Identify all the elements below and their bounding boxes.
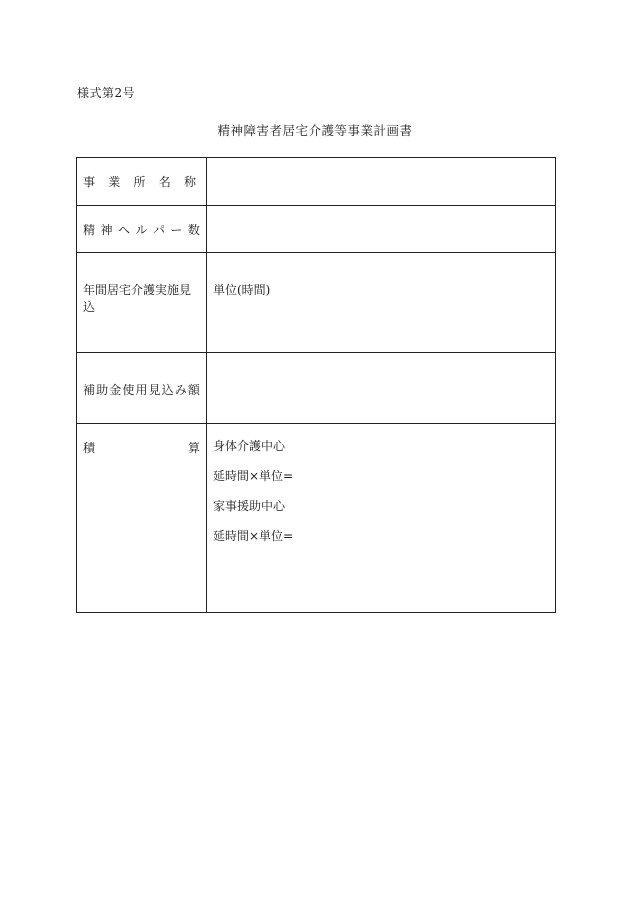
label-office-name [77, 158, 207, 206]
row-office-name [77, 158, 556, 206]
value-helper-count[interactable] [207, 206, 556, 253]
label-char: ル [135, 222, 148, 237]
label-char: ヘ [117, 222, 130, 237]
label-char: パ [152, 222, 165, 237]
value-annual-estimate[interactable]: 単位(時間) [207, 253, 556, 353]
label-char: ー [170, 222, 183, 237]
label-estimate [77, 424, 207, 613]
calc-line-physical-care-formula: 延時間×単位= [213, 469, 294, 483]
value-office-name[interactable] [207, 158, 556, 206]
row-helper-count [77, 206, 556, 253]
value-subsidy-amount[interactable] [207, 353, 556, 424]
label-subsidy-amount [77, 353, 207, 424]
label-char: 積 [83, 441, 96, 455]
row-annual-estimate [77, 253, 556, 353]
label-char: 使 [122, 383, 135, 397]
label-char: 見 [148, 383, 161, 397]
calc-line-physical-care: 身体介護中心 [213, 439, 286, 453]
label-char: 補 [83, 383, 96, 397]
label-char: 業 [108, 175, 121, 189]
calc-line-housework: 家事援助中心 [213, 499, 286, 513]
label-annual-estimate [77, 253, 207, 353]
label-char: 助 [96, 383, 109, 397]
label-char: 事 [83, 175, 96, 189]
label-char: 金 [109, 383, 122, 397]
row-estimate [77, 424, 556, 613]
label-char: 数 [187, 222, 200, 237]
label-char: 称 [183, 175, 196, 189]
plan-table [76, 157, 556, 613]
label-char: 算 [187, 441, 200, 455]
label-char: 所 [133, 175, 146, 189]
label-char: 名 [158, 175, 171, 189]
form-number: 様式第2号 [77, 86, 136, 100]
row-subsidy-amount [77, 353, 556, 424]
label-char: み [174, 383, 187, 397]
calc-line-housework-formula: 延時間×単位= [213, 529, 294, 543]
label-char: 込 [161, 383, 174, 397]
document-title: 精神障害者居宅介護等事業計画書 [217, 123, 413, 138]
label-char: 神 [100, 222, 113, 237]
label-helper-count [77, 206, 207, 253]
label-char: 額 [187, 383, 200, 397]
label-char: 精 [83, 222, 96, 237]
value-estimate[interactable] [207, 424, 556, 613]
label-annual-estimate-text: 年間居宅介護実施見込 [83, 283, 192, 314]
label-char: 用 [135, 383, 148, 397]
